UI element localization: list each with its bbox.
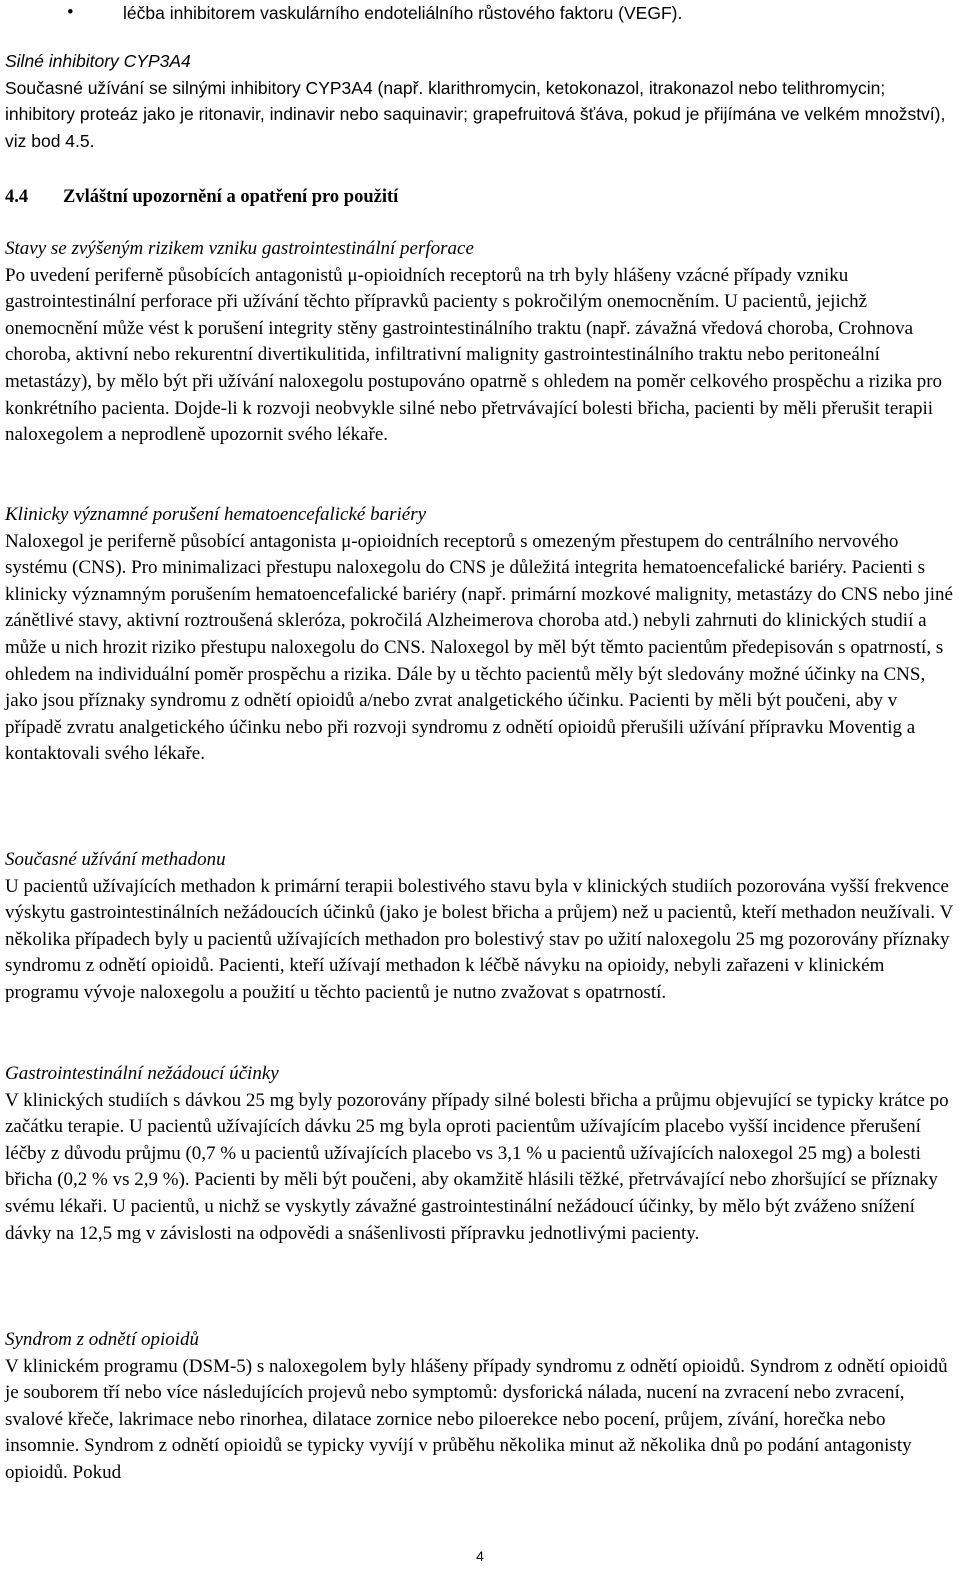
section-heading <box>5 184 957 211</box>
gi-title: Gastrointestinální nežádoucí účinky <box>5 1063 279 1084</box>
withdrawal-paragraph: V klinickém programu (DSM-5) s naloxegolem byly hlášeny případy syndromu z odnětí opioidů. Syndrom z odnětí opioidů je souborem tří nebo více následujících projevů nebo symptomů: dysforická nálada, nucení na zvracení nebo zvracení, svalové křeče, lakrimace nebo rinorhea, dilatace zornice nebo piloerekce nebo pocení, průjem, zívání, horečka nebo insomnie. Syndrom z odnětí opioidů se typicky vyvíjí v průběhu několika minut až několika dnů po podání antagonisty opioidů. Pokud <box>5 1355 948 1483</box>
perforation-paragraph: Po uvedení periferně působících antagonistů μ-opioidních receptorů na trh byly hlášeny vzácné případy vzniku gastrointestinální perforace při užívání těchto přípravků pacienty s pokročilým onemocněním. U pacientů, jejichž onemocnění může vést k porušení integrity stěny gastrointestinálního traktu (např. závažná vředová choroba, Crohnova choroba, aktivní nebo rekurentní divertikulitida, infiltrativní malignity gastrointestinálního traktu nebo peritoneální metastázy), by mělo být při užívání naloxegolu postupováno opatrně s ohledem na poměr celkového prospěchu a rizika pro konkrétního pacienta. Dojde-li k rozvoji neobvykle silné nebo přetrvávající bolesti břicha, pacienti by měli přerušit terapii naloxegolem a neprodleně upozornit svého lékaře. <box>5 264 943 446</box>
methadone-paragraph: U pacientů užívajících methadon k primární terapii bolestivého stavu byla v klinických studiích pozorována vyšší frekvence výskytu gastrointestinálních nežádoucích účinků (jako je bolest břicha a průjem) než u pacientů, kteří methadon neužívali. V několika případech byly u pacientů užívajících methadon pro bolestivý stav po užití naloxegolu 25 mg pozorovány příznaky syndromu z odnětí opioidů. Pacienti, kteří užívají methadon k léčbě návyku na opioidy, nebyli zařazeni v klinickém programu vývoje naloxegolu a použití u těchto pacientů je nutno zvažovat s opatrností. <box>5 875 953 1003</box>
bullet-icon: • <box>67 2 74 23</box>
perforation-title: Stavy se zvýšeným rizikem vzniku gastrointestinální perforace <box>5 238 474 259</box>
section-number: 4.4 <box>5 187 29 207</box>
gi-paragraph: V klinických studiích s dávkou 25 mg byly pozorovány případy silné bolesti břicha a průjmu objevující se typicky krátce po začátku terapie. U pacientů užívajících dávku 25 mg byla oproti pacientům užívajícím placebo vyšší incidence přerušení léčby z důvodu průjmu (0,7 % u pacientů užívajících placebo vs 3,1 % u pacientů užívajících naloxegol 25 mg) a bolesti břicha (0,2 % vs 2,9 %). Pacienti by měli být poučeni, aby okamžitě hlásili těžké, přetrvávající nebo zhoršující se příznaky svému lékaři. U pacientů, u nichž se vyskytly závažné gastrointestinální nežádoucí účinky, by mělo být zváženo snížení dávky na 12,5 mg v závislosti na odpovědi a snášenlivosti přípravku jednotlivými pacienty. <box>5 1089 949 1244</box>
cyp3a4-section <box>5 48 957 154</box>
cyp3a4-title: Silné inhibitory CYP3A4 <box>5 51 191 71</box>
methadone-section <box>5 847 957 1007</box>
withdrawal-section <box>5 1327 957 1487</box>
bbb-title: Klinicky významné porušení hematoencefalické bariéry <box>5 504 427 525</box>
section-title: Zvláštní upozornění a opatření pro použití <box>63 187 399 207</box>
bullet-text: léčba inhibitorem vaskulárního endoteliálního růstového faktoru (VEGF). <box>123 3 683 23</box>
bbb-paragraph: Naloxegol je periferně působící antagonista μ-opioidních receptorů s omezeným přestupem do centrálního nervového systému (CNS). Pro minimalizaci přestupu naloxegolu do CNS je důležitá integrita hematoencefalické bariéry. Pacienti s klinicky významným porušením hematoencefalické bariéry (např. primární mozkové malignity, metastázy do CNS nebo jiné zánětlivé stavy, aktivní roztroušená skleróza, pokročilá Alzheimerova choroba atd.) nebyli zahrnuti do klinických studií a může u nich hrozit riziko přestupu naloxegolu do CNS. Naloxegol by měl být těmto pacientům předepisován s opatrností, s ohledem na individuální poměr prospěchu a rizika. Dále by u těchto pacientů měly být sledovány možné účinky na CNS, jako jsou příznaky syndromu z odnětí opioidů a/nebo zvrat analgetického účinku. Pacienti by měli být poučeni, aby v případě zvratu analgetického účinku nebo při rozvoji syndromu z odnětí opioidů přerušili užívání přípravku Moventig a kontaktovali svého lékaře. <box>5 530 953 765</box>
bbb-section <box>5 502 957 768</box>
methadone-title: Současné užívání methadonu <box>5 849 226 870</box>
cyp3a4-paragraph: Současné užívání se silnými inhibitory CYP3A4 (např. klarithromycin, ketokonazol, itrakonazol nebo telithromycin; inhibitory proteáz jako je ritonavir, indinavir nebo saquinavir; grapefruitová šťáva, pokud je přijímána ve velkém množství), viz bod 4.5. <box>5 77 946 151</box>
gi-section <box>5 1061 957 1247</box>
page-number: 4 <box>476 1548 484 1564</box>
perforation-section <box>5 236 957 449</box>
withdrawal-title: Syndrom z odnětí opioidů <box>5 1329 200 1350</box>
